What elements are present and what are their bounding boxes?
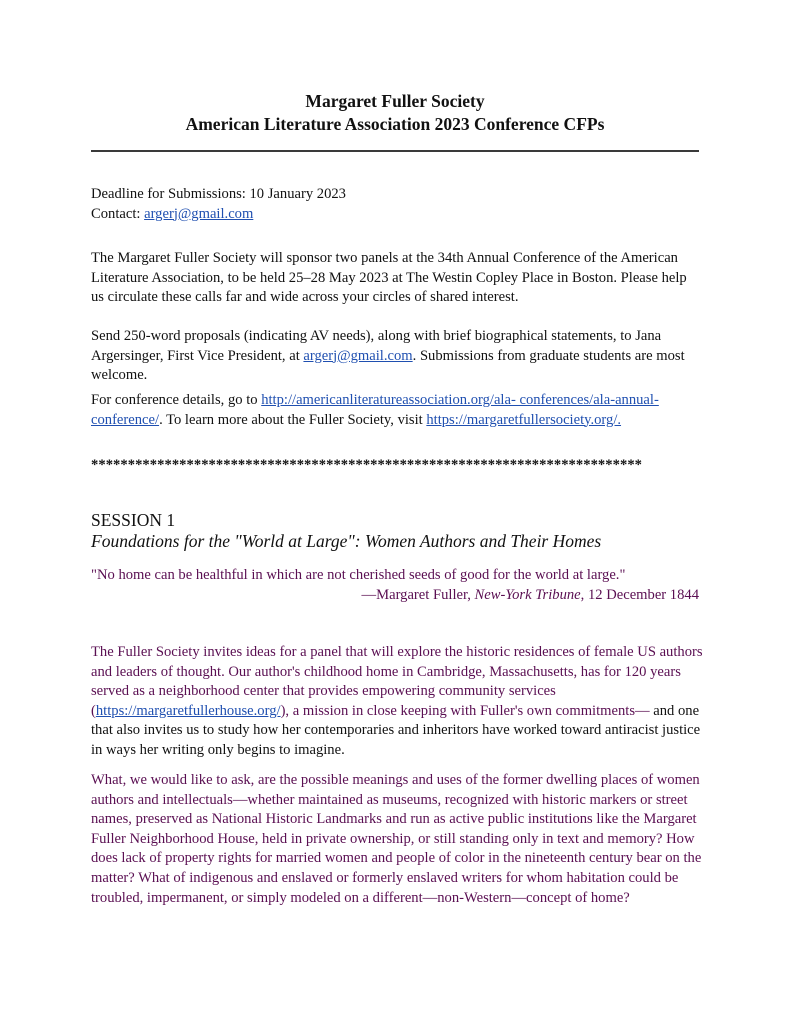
epigraph-quote: "No home can be healthful in which are not cherished seeds of good for the world at large." [91, 567, 626, 583]
intro-paragraph [91, 249, 703, 308]
details-text-before: For conference details, go to [91, 392, 262, 408]
proposals-paragraph [91, 327, 703, 386]
fuller-society-link[interactable]: https://margaretfullersociety.org/. [426, 411, 622, 428]
deadline-text: Deadline for Submissions: 10 January 2023 [91, 186, 346, 202]
para1-black-text: and one that also invites us to study how her contemporaries and inheritors have worked toward antiracist justice in ways her writing only begins to imagine. [91, 702, 701, 758]
session-paragraph-2 [91, 771, 703, 908]
proposals-text-after: . Submissions from graduate students are most welcome. [91, 347, 685, 384]
contact-label: Contact: [91, 205, 145, 222]
details-text [91, 391, 703, 430]
submission-info [91, 185, 703, 224]
session-paragraph-1-text [91, 643, 703, 761]
session-paragraph-2-text: What, we would like to ask, are the possible meanings and uses of the former dwelling places of women authors and intellectuals—whether maintained as museums, recognized with historic markers or street names, preserved as National Historic Landmarks and run as active public institutions like the Margaret Fuller Neighborhood House, held in private ownership, or still standing only in text and memory? How does lack of property rights for married women and people of color in the nineteenth century bear on the matter? What of indigenous and enslaved or formerly enslaved writers for whom habitation could be troubled, impermanent, or simply modeled on a different—non-Western—concept of home? [91, 772, 702, 906]
para1-purple-text: The Fuller Society invites ideas for a panel that will explore the historic residences of female US authors and leaders of thought. Our author's childhood home in Cambridge, Massachusetts, has for 120 years served as a neighborhood center that provides empowering community services ( [91, 644, 703, 719]
proposals-text [91, 327, 703, 386]
contact-line [91, 205, 703, 225]
details-paragraph [91, 391, 703, 430]
details-text-middle: . To learn more about the Fuller Society, visit [159, 411, 427, 428]
session-label: SESSION 1 [91, 510, 176, 530]
section-separator: *************************************************************************** [91, 457, 643, 473]
title-society: Margaret Fuller Society [305, 91, 485, 111]
para1-purple-text-2: ), a mission in close keeping with Fuller's own commitments— [280, 702, 650, 719]
header-divider [91, 150, 699, 152]
proposals-email-link[interactable]: argerj@gmail.com [303, 347, 413, 364]
title-conference: American Literature Association 2023 Conference CFPs [185, 114, 605, 134]
ala-conference-link[interactable]: http://americanliteratureassociation.org/ala- conferences/ala-annual-conference/ [91, 392, 659, 428]
intro-text: The Margaret Fuller Society will sponsor two panels at the 34th Annual Conference of the American Literature Association, to be held 25–28 May 2023 at The Westin Copley Place in Boston. Please help us circulate these calls far and wide across your circles of shared interest. [91, 250, 687, 306]
fuller-house-link[interactable]: https://margaretfullerhouse.org/ [95, 702, 281, 719]
contact-email-link[interactable]: argerj@gmail.com [144, 205, 254, 222]
session-title: Foundations for the "World at Large": Women Authors and Their Homes [91, 531, 602, 551]
proposals-text-before: Send 250-word proposals (indicating AV needs), along with brief biographical statements, to Jana Argersinger, First Vice President, at [91, 328, 662, 364]
attribution-source: New-York Tribune [474, 587, 581, 603]
session-paragraph-1 [91, 643, 703, 761]
attribution-prefix: —Margaret Fuller, [361, 587, 475, 603]
attribution-date: , 12 December 1844 [580, 587, 699, 603]
epigraph-attribution [362, 586, 699, 606]
document-title [91, 90, 699, 136]
